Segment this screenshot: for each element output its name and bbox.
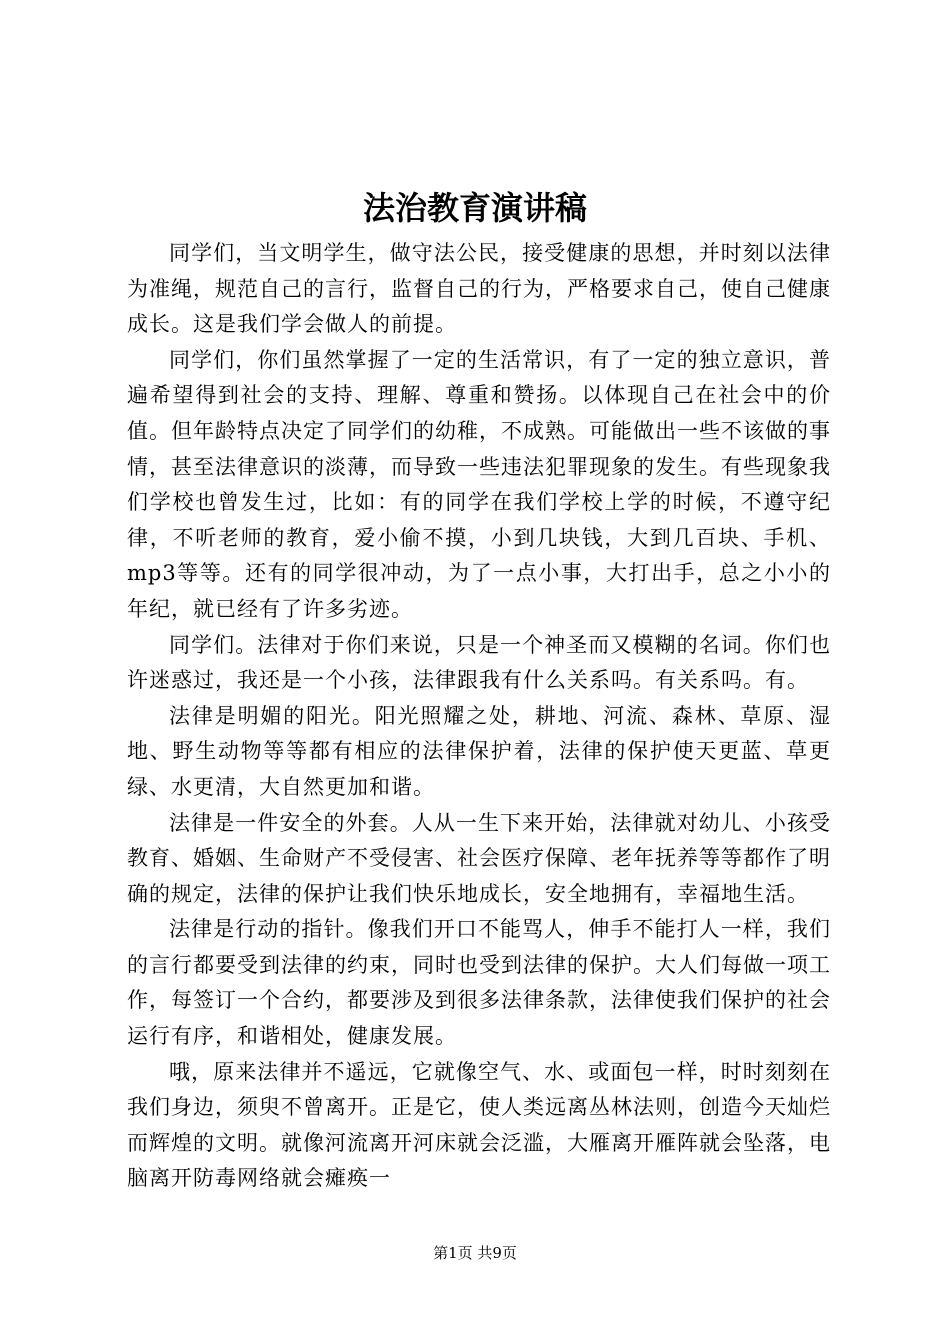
paragraph-3: 同学们。法律对于你们来说，只是一个神圣而又模糊的名词。你们也许迷惑过，我还是一个小孩，法律跟我有什么关系吗。有关系吗。有。 [127, 632, 831, 693]
paragraph-4: 法律是明媚的阳光。阳光照耀之处，耕地、河流、森林、草原、湿地、野生动物等等都有相应的法律保护着，法律的保护使天更蓝、草更绿、水更清，大自然更加和谐。 [127, 703, 831, 799]
paragraph-7: 哦，原来法律并不遥远，它就像空气、水、或面包一样，时时刻刻在我们身边，须臾不曾离开。正是它，使人类远离丛林法则，创造今天灿烂而辉煌的文明。就像河流离开河床就会泛滥，大雁离开雁阵就会坠落，电脑离开防毒网络就会瘫痪一 [127, 1059, 831, 1191]
document-body [127, 236, 831, 1197]
paragraph-6: 法律是行动的指针。像我们开口不能骂人，伸手不能打人一样，我们的言行都要受到法律的约束，同时也受到法律的保护。大人们每做一项工作，每签订一个合约，都要涉及到很多法律条款，法律使我们保护的社会运行有序，和谐相处，健康发展。 [127, 917, 831, 1049]
paragraph-5: 法律是一件安全的外套。人从一生下来开始，法律就对幼儿、小孩受教育、婚姻、生命财产不受侵害、社会医疗保障、老年抚养等等都作了明确的规定，法律的保护让我们快乐地成长，安全地拥有，幸福地生活。 [127, 810, 831, 906]
page-number-footer: 第1页 共9页 [433, 1244, 517, 1262]
paragraph-2: 同学们，你们虽然掌握了一定的生活常识，有了一定的独立意识，普遍希望得到社会的支持、理解、尊重和赞扬。以体现自己在社会中的价值。但年龄特点决定了同学们的幼稚，不成熟。可能做出一些不该做的事情，甚至法律意识的淡薄，而导致一些违法犯罪现象的发生。有些现象我们学校也曾发生过，比如：有的同学在我们学校上学的时候，不遵守纪律，不听老师的教育，爱小偷不摸，小到几块钱，大到几百块、手机、mp3等等。还有的同学很冲动，为了一点小事，大打出手，总之小小的年纪，就已经有了许多劣迹。 [127, 347, 831, 621]
document-title: 法治教育演讲稿 [362, 189, 587, 227]
paragraph-1: 同学们，当文明学生，做守法公民，接受健康的思想，并时刻以法律为准绳，规范自己的言行，监督自己的行为，严格要求自己，使自己健康成长。这是我们学会做人的前提。 [127, 241, 831, 337]
